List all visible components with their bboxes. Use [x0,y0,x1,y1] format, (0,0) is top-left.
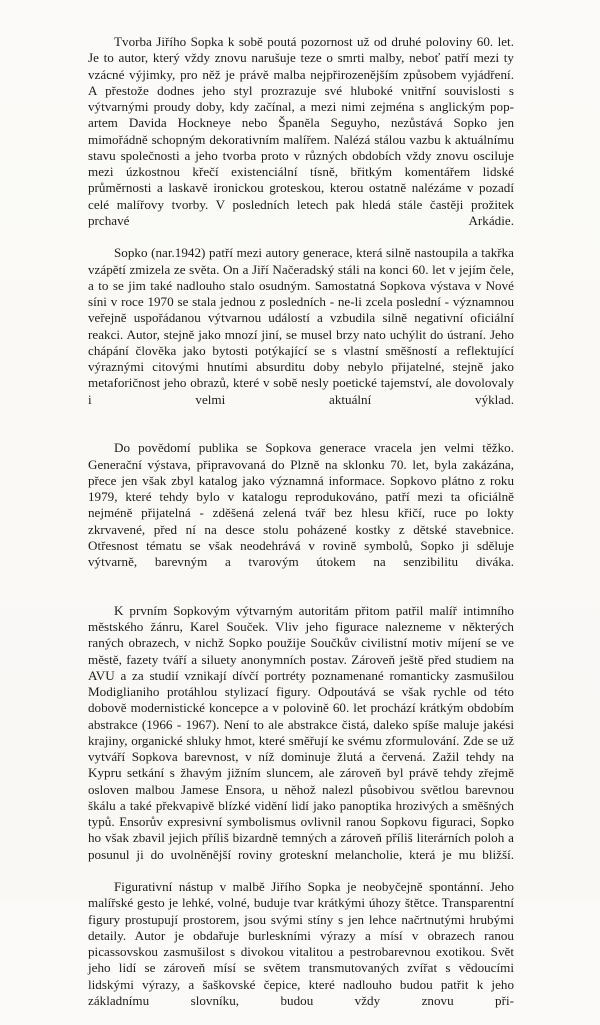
paragraph-2: Sopko (nar.1942) patří mezi autory generace, která silně nastoupila a takřka vzápětí zmizela ze světa. On a Jiří Načeradský stáli na konci 60. let v jejím čele, a to se jim také nadlouho stalo osudným. Samostatná Sopkova výstava v Nové síni v roce 1970 se stala jednou z posledních - ne-li zcela poslední - významnou veřejně uspořádanou výtvarnou událostí a vzbudila silně negativní oficiální reakci. Autor, stejně jako mnozí jiní, se musel brzy nato uchýlit do ústraní. Jeho chápání člověka jako bytosti potýkající se s vlastní směšností a reflektující výraznými citovými hnutími absurditu doby nebylo přijatelné, stejně jako metaforičnost jeho obrazů, které v sobě nesly poetické tajemství, ale dovolovaly i velmi aktuální výklad. [88,245,514,407]
paragraph-3: Do povědomí publika se Sopkova generace vracela jen velmi těžko. Generační výstava, připravovaná do Plzně na sklonku 70. let, byla zakázána, přece jen však zbyl katalog jako významná informace. Sopkovo plátno z roku 1979, které tehdy bylo v katalogu reprodukováno, patří mezi ta oficiálně nejméně přijatelná - zděšená zelená tvář bez hlesu křičí, ruce po lokty zkrvavené, před ní na desce stolu poházené kostky z dětské stavebnice. Otřesnost tématu se však neodehrává v rovině symbolů, Sopko ji sděluje výtvarně, barevným a tvarovým útokem na senzibilitu diváka. [88,440,514,569]
paragraph-1: Tvorba Jiřího Sopka k sobě poutá pozornost už od druhé poloviny 60. let. Je to autor, který vždy znovu narušuje teze o smrti malby, neboť patří mezi ty vzácné výjimky, pro něž je právě malba nejpřirozenějším způsobem vyjádření. A přestože dodnes jeho styl prozrazuje své hluboké vnitřní souvislosti s výtvarnými proudy doby, kdy začínal, a mezi nimi zejména s anglickým pop-artem Davida Hockneye nebo Španěla Seguyho, nezůstává Sopko jen mimořádně schopným dekorativním malířem. Nalézá stálou vazbu k aktuálnímu stavu společnosti a jeho tvorba proto v různých obdobích vždy znovu osciluje mezi úzkostnou křečí existenciální tísně, břitkým komentářem lidské průměrnosti a laskavě ironickou groteskou, kterou ostatně nalézáme v pozadí celé malířovy tvorby. V posledních letech pak hledá stále častěji prožitek prchavé Arkádie. [88,34,514,228]
paragraph-5: Figurativní nástup v malbě Jiřího Sopka je neobyčejně spontánní. Jeho malířské gesto je lehké, volné, buduje tvar krátkými úhozy štětce. Transparentní figury prostupují prostorem, jsou svými stíny s jen lehce načrtnutými hrubými detaily. Autor je obdařuje burleskními výrazy a mísí v obrazech ranou picassovskou zasmušilost s divokou vitalitou a pestrobarevnou exotikou. Svět jeho lidí se zároveň mísí se světem transmutovaných zvířat s vědoucími lidskými výrazy, a šaškovské čepice, které nadlouho budou patřit k jeho základnímu slovníku, budou vždy znovu při- [88,879,514,1008]
paragraph-4: K prvním Sopkovým výtvarným autoritám přitom patřil malíř intimního městského žánru, Karel Souček. Vliv jeho figurace nalezneme v některých raných obrazech, v nichž Sopko použije Součkův civilistní motiv míjení se ve městě, fazety tváří a siluety anonymních postav. Zároveň ještě před studiem na AVU a za studií vznikají dívčí portréty poznamenané romanticky zasmušilou Modiglianiho protáhlou stylizací figury. Odpoutává se však rychle od této dobově modernistické koncepce a v polovině 60. let prochází krátkým obdobím abstrakce (1966 - 1967). Není to ale abstrakce čistá, daleko spíše maluje jakési krajiny, organické shluky hmot, které směřují ke svému zformulování. Zde se už vytváří Sopkova barevnost, v níž dominuje žlutá a červená. Zažil tehdy na Kypru setkání s žhavým jižním sluncem, ale zároveň byl právě tehdy zřejmě osloven malbou Jamese Ensora, u něhož nalezl působivou světlou barevnou škálu a také překvapivě blízké vidění lidí jako panoptika hrozivých a směšných typů. Ensorův expresivní symbolismus ovlivnil ranou Sopkovu figuraci, Sopko ho však zbavil jejich příliš bizardně temných a zároveň příliš literárních poloh a posunul ji do uvolněnější roviny groteskní melancholie, která je mu bližší. [88,602,514,862]
body-text-column [88,34,514,1025]
